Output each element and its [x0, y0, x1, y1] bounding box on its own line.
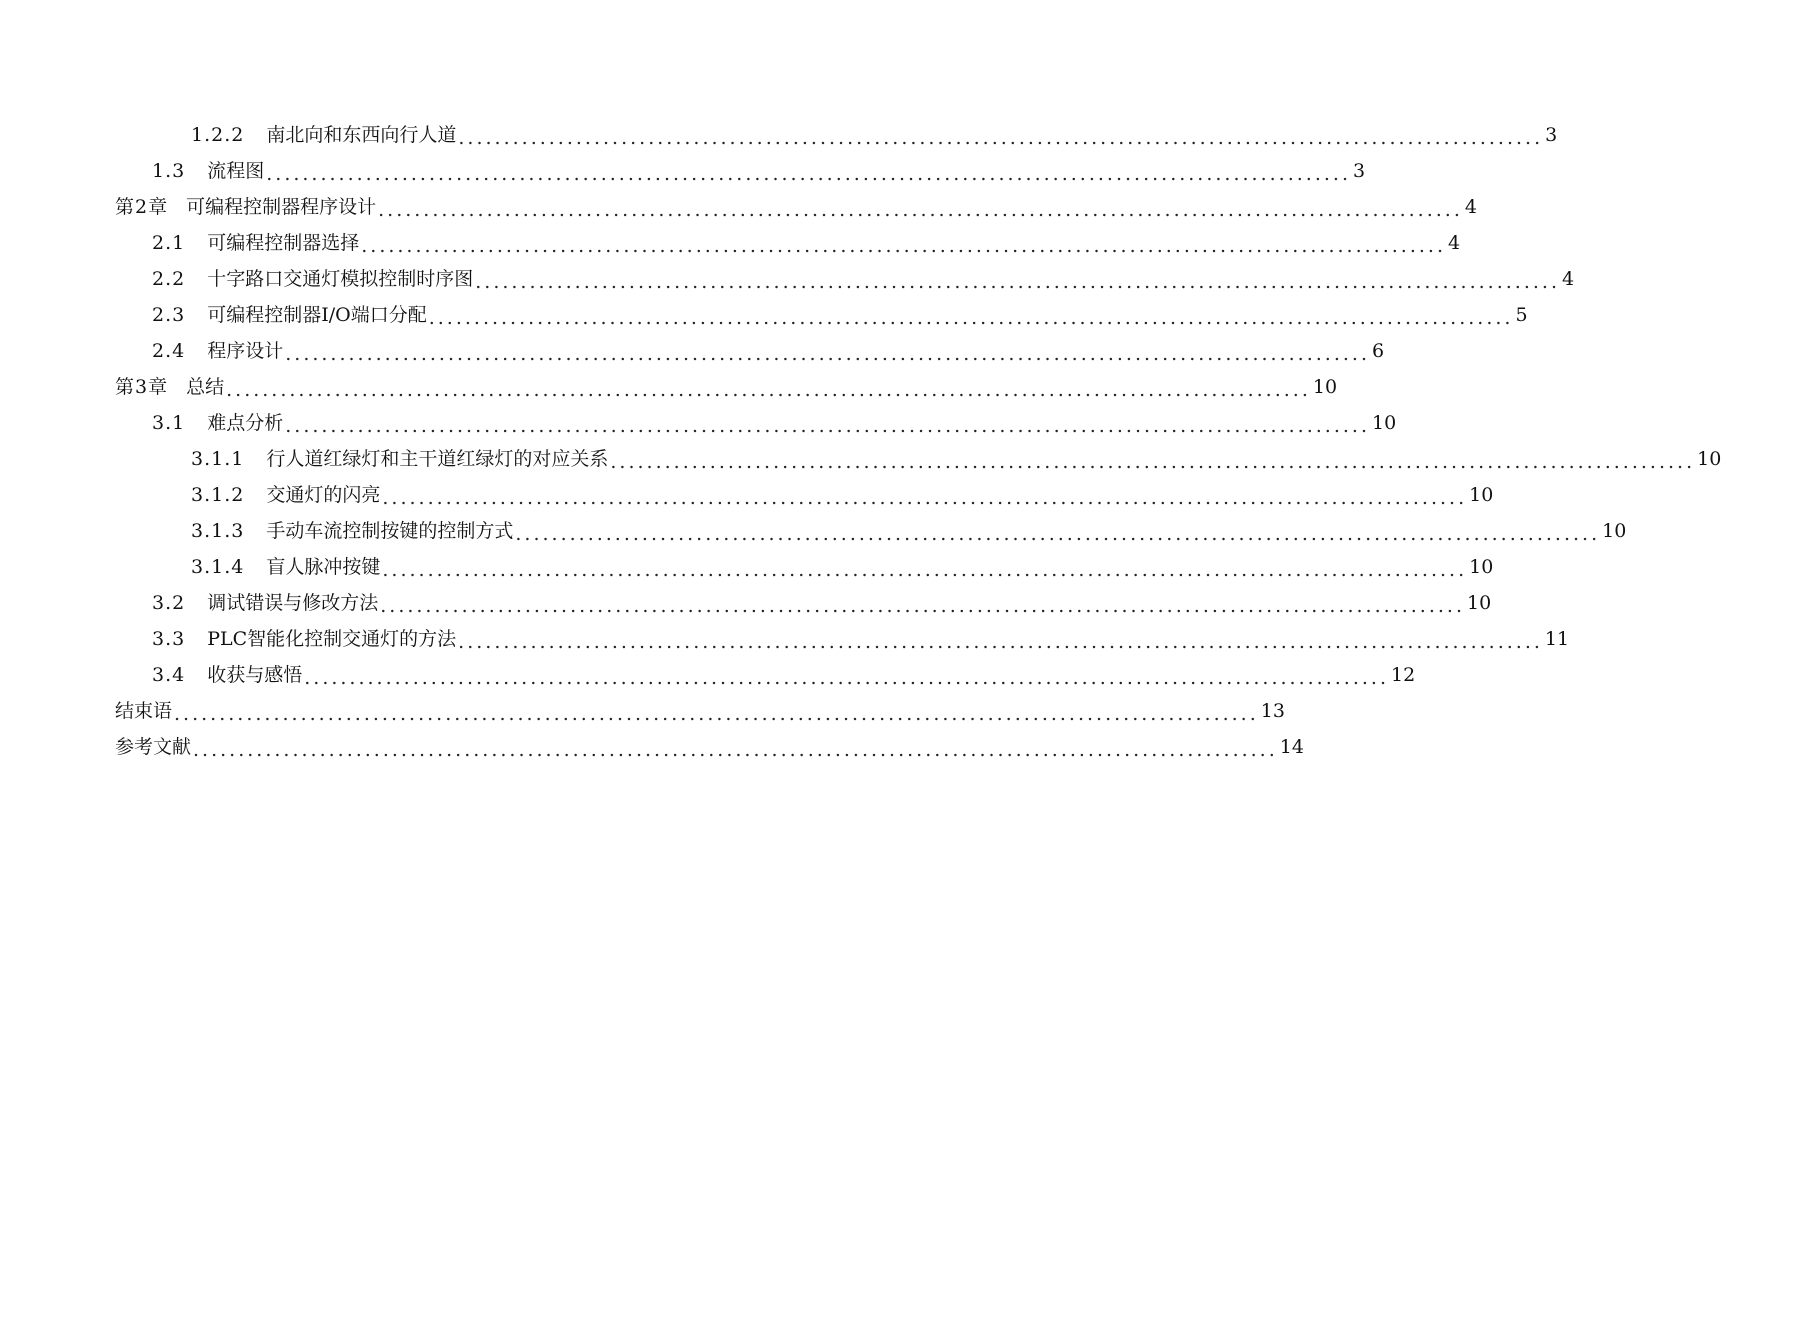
toc-entry-page: 10 — [1371, 412, 1397, 434]
toc-entry-title: 可编程控制器选择 — [207, 232, 360, 254]
toc-entry-page: 10 — [1466, 592, 1492, 614]
toc-entry-title: 难点分析 — [207, 412, 284, 434]
toc-entry-number: 3.1.4 — [191, 556, 245, 578]
toc-entry-title: 手动车流控制按键的控制方式 — [266, 520, 514, 542]
toc-entry-title: 交通灯的闪亮 — [266, 484, 381, 506]
toc-entry-title: PLC智能化控制交通灯的方法 — [207, 628, 457, 650]
toc-entry[interactable] — [0, 369, 1338, 405]
toc-entry-title: 可编程控制器I/O端口分配 — [207, 304, 427, 326]
toc-dot-leader: ........................................................................................................................ — [382, 559, 1468, 581]
toc-entry-number: 3.1 — [152, 412, 186, 434]
toc-dot-leader: ........................................................................................................................ — [515, 523, 1601, 545]
toc-entry-number: 第3章 — [115, 376, 169, 398]
toc-entry-number: 第2章 — [115, 196, 169, 218]
toc-dot-leader: ........................................................................................................................ — [458, 631, 1543, 653]
toc-entry-number: 1.2.2 — [191, 124, 245, 146]
toc-dot-leader: ........................................................................................................................ — [285, 343, 1370, 365]
toc-dot-leader: ........................................................................................................................ — [458, 127, 1544, 149]
toc-dot-leader: ........................................................................................................................ — [428, 307, 1514, 329]
toc-entry[interactable] — [0, 117, 1558, 153]
toc-entry-page: 3 — [1545, 124, 1558, 146]
toc-entry-number: 3.3 — [152, 628, 186, 650]
toc-entry-page: 11 — [1544, 628, 1570, 650]
toc-dot-leader: ........................................................................................................................ — [266, 163, 1351, 185]
toc-entry-number: 2.1 — [152, 232, 186, 254]
toc-dot-leader: ........................................................................................................................ — [193, 739, 1278, 761]
toc-entry-number: 2.2 — [152, 268, 186, 290]
toc-dot-leader: ........................................................................................................................ — [285, 415, 1370, 437]
table-of-contents — [0, 117, 1722, 765]
toc-entry[interactable] — [0, 261, 1575, 297]
toc-entry-number: 2.3 — [152, 304, 186, 326]
toc-entry-title: 结束语 — [115, 700, 173, 722]
toc-entry[interactable] — [0, 585, 1492, 621]
toc-entry-page: 14 — [1279, 736, 1304, 758]
toc-entry[interactable] — [0, 513, 1627, 549]
toc-dot-leader: ........................................................................................................................ — [378, 199, 1463, 221]
toc-entry-page: 4 — [1561, 268, 1575, 290]
toc-entry-page: 10 — [1469, 484, 1494, 506]
toc-entry-title: 程序设计 — [207, 340, 284, 362]
toc-entry-title: 十字路口交通灯模拟控制时序图 — [207, 268, 474, 290]
toc-entry-number: 3.1.2 — [191, 484, 245, 506]
toc-entry-page: 12 — [1390, 664, 1416, 686]
toc-entry-page: 13 — [1260, 700, 1285, 722]
toc-entry-title: 收获与感悟 — [207, 664, 303, 686]
toc-entry-number: 3.2 — [152, 592, 186, 614]
toc-entry[interactable] — [0, 405, 1397, 441]
toc-dot-leader: ........................................................................................................................ — [226, 379, 1311, 401]
toc-dot-leader: ........................................................................................................................ — [380, 595, 1465, 617]
toc-entry-page: 6 — [1371, 340, 1385, 362]
toc-entry-title: 盲人脉冲按键 — [266, 556, 381, 578]
toc-entry-page: 4 — [1447, 232, 1461, 254]
toc-entry[interactable] — [0, 729, 1304, 765]
toc-entry-number: 3.4 — [152, 664, 186, 686]
toc-entry[interactable] — [0, 153, 1366, 189]
toc-entry[interactable] — [0, 477, 1494, 513]
toc-entry-page: 3 — [1352, 160, 1366, 182]
toc-dot-leader: ........................................................................................................................ — [304, 667, 1389, 689]
toc-entry-title: 行人道红绿灯和主干道红绿灯的对应关系 — [266, 448, 609, 470]
toc-dot-leader: ........................................................................................................................ — [382, 487, 1468, 509]
toc-entry[interactable] — [0, 657, 1416, 693]
toc-entry-number: 3.1.3 — [191, 520, 245, 542]
toc-entry-page: 4 — [1464, 196, 1477, 218]
toc-entry-number: 1.3 — [152, 160, 186, 182]
toc-entry[interactable] — [0, 333, 1385, 369]
toc-entry[interactable] — [0, 189, 1477, 225]
toc-entry-title: 总结 — [186, 376, 225, 398]
toc-entry[interactable] — [0, 441, 1722, 477]
toc-entry-title: 调试错误与修改方法 — [207, 592, 379, 614]
toc-dot-leader: ........................................................................................................................ — [174, 703, 1259, 725]
toc-entry[interactable] — [0, 549, 1494, 585]
toc-entry[interactable] — [0, 225, 1461, 261]
toc-entry-title: 南北向和东西向行人道 — [266, 124, 457, 146]
toc-entry-page: 10 — [1469, 556, 1494, 578]
toc-dot-leader: ........................................................................................................................ — [361, 235, 1446, 257]
toc-entry-page: 5 — [1515, 304, 1528, 326]
toc-entry-title: 参考文献 — [115, 736, 192, 758]
toc-entry[interactable] — [0, 621, 1570, 657]
toc-entry[interactable] — [0, 693, 1285, 729]
toc-entry-page: 10 — [1312, 376, 1338, 398]
toc-entry-title: 可编程控制器程序设计 — [186, 196, 377, 218]
toc-entry-number: 2.4 — [152, 340, 186, 362]
toc-entry-page: 10 — [1602, 520, 1627, 542]
toc-entry-number: 3.1.1 — [191, 448, 245, 470]
toc-entry-page: 10 — [1697, 448, 1722, 470]
toc-dot-leader: ........................................................................................................................ — [475, 271, 1560, 293]
toc-entry-title: 流程图 — [207, 160, 265, 182]
toc-dot-leader: ........................................................................................................................ — [610, 451, 1696, 473]
toc-entry[interactable] — [0, 297, 1528, 333]
